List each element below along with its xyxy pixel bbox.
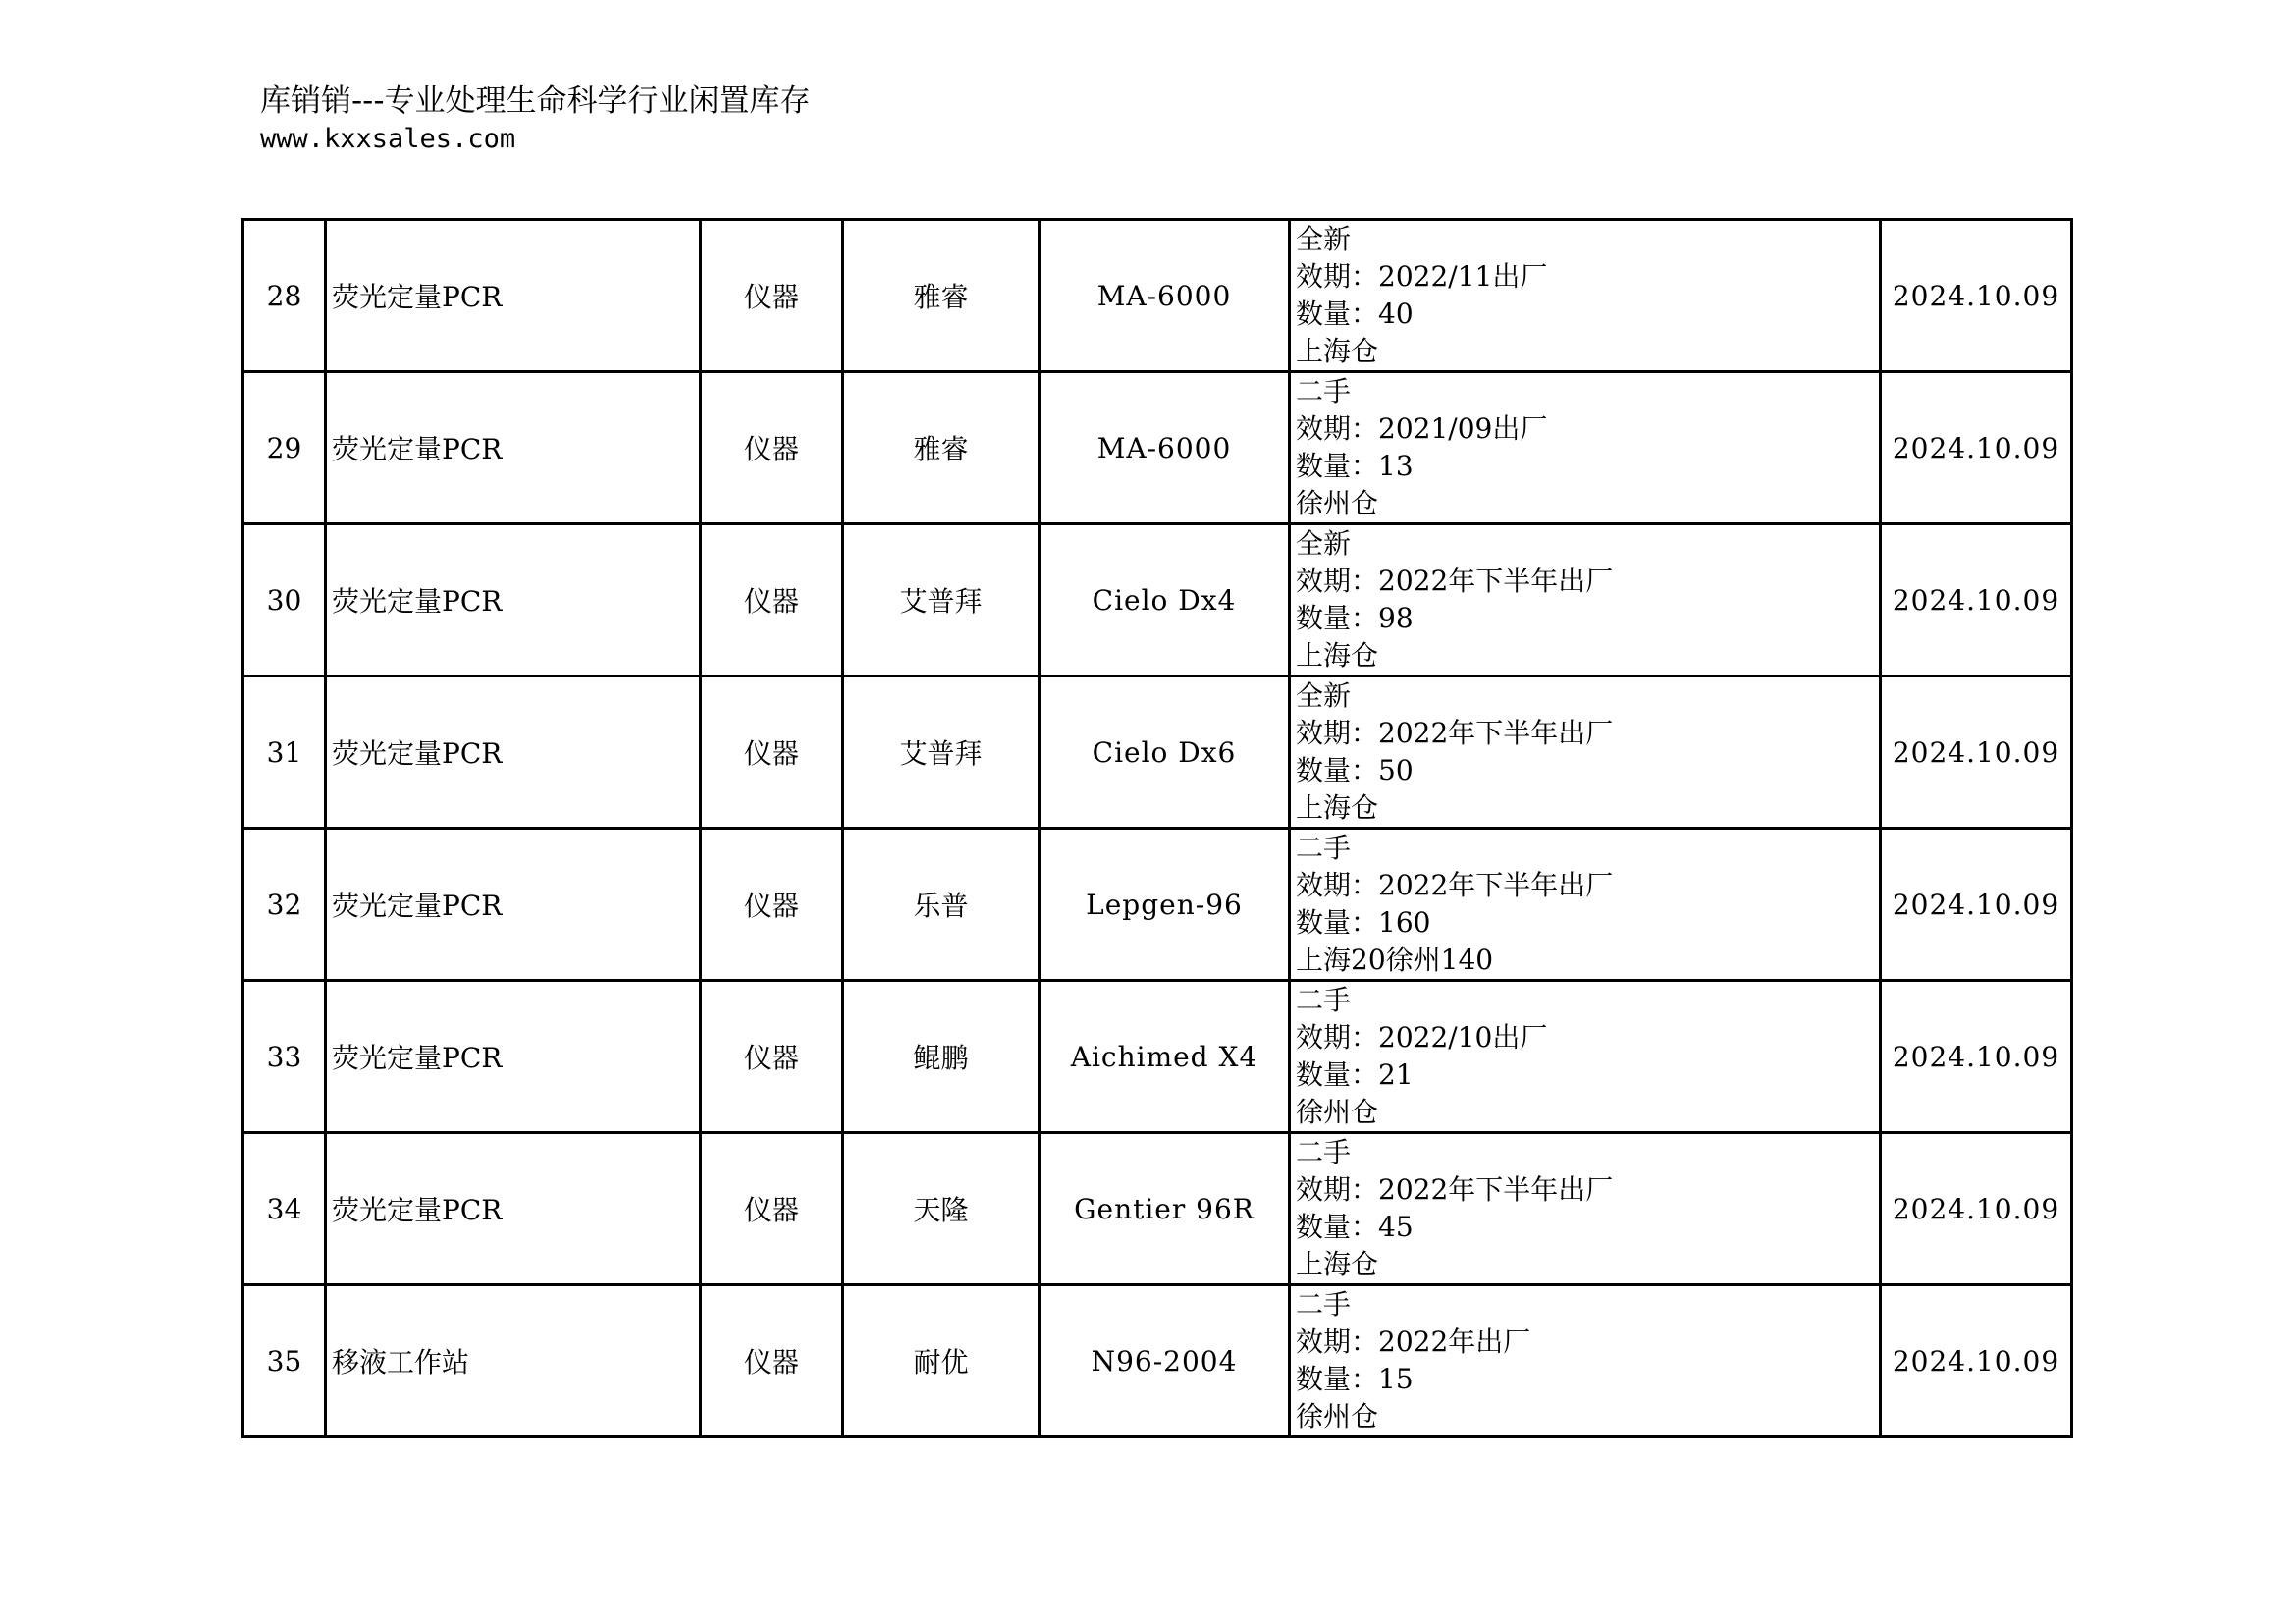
- detail-quantity: 数量：98: [1296, 602, 1414, 634]
- detail-condition: 二手: [1296, 375, 1352, 407]
- product-details: [1290, 1285, 1881, 1437]
- product-details: [1290, 829, 1881, 981]
- product-brand: 艾普拜: [843, 524, 1040, 677]
- table-row: [243, 1133, 2072, 1285]
- table-row: [243, 829, 2072, 981]
- table-row: [243, 1285, 2072, 1437]
- detail-quantity: 数量：21: [1296, 1058, 1414, 1091]
- product-model: Cielo Dx4: [1040, 524, 1290, 677]
- site-url: www.kxxsales.com: [260, 124, 516, 154]
- detail-condition: 全新: [1296, 679, 1352, 712]
- row-number: 32: [243, 829, 326, 981]
- inventory-table: [241, 218, 2073, 1438]
- product-name: 荧光定量PCR: [326, 1133, 701, 1285]
- product-name: 荧光定量PCR: [326, 677, 701, 829]
- product-details: [1290, 981, 1881, 1133]
- product-model: N96-2004: [1040, 1285, 1290, 1437]
- product-brand: 乐普: [843, 829, 1040, 981]
- product-category: 仪器: [701, 677, 843, 829]
- detail-warehouse: 徐州仓: [1296, 1096, 1379, 1128]
- listing-date: 2024.10.09: [1881, 1133, 2072, 1285]
- product-model: MA-6000: [1040, 372, 1290, 524]
- table-row: [243, 677, 2072, 829]
- product-details: [1290, 372, 1881, 524]
- product-name: 移液工作站: [326, 1285, 701, 1437]
- detail-expiry: 效期：2022年下半年出厂: [1296, 717, 1614, 749]
- product-model: Cielo Dx6: [1040, 677, 1290, 829]
- product-brand: 鲲鹏: [843, 981, 1040, 1133]
- product-category: 仪器: [701, 372, 843, 524]
- detail-warehouse: 上海20徐州140: [1296, 944, 1494, 976]
- detail-warehouse: 徐州仓: [1296, 1400, 1379, 1433]
- product-details: [1290, 677, 1881, 829]
- detail-warehouse: 上海仓: [1296, 791, 1379, 824]
- page-header: [260, 81, 811, 157]
- detail-quantity: 数量：45: [1296, 1211, 1414, 1243]
- table-row: [243, 220, 2072, 372]
- product-category: 仪器: [701, 524, 843, 677]
- detail-expiry: 效期：2022/10出厂: [1296, 1021, 1548, 1054]
- row-number: 28: [243, 220, 326, 372]
- detail-quantity: 数量：13: [1296, 450, 1414, 482]
- detail-condition: 二手: [1296, 984, 1352, 1016]
- product-details: [1290, 220, 1881, 372]
- product-name: 荧光定量PCR: [326, 372, 701, 524]
- detail-condition: 二手: [1296, 1136, 1352, 1168]
- product-brand: 雅睿: [843, 372, 1040, 524]
- detail-warehouse: 上海仓: [1296, 1248, 1379, 1280]
- product-model: Aichimed X4: [1040, 981, 1290, 1133]
- row-number: 35: [243, 1285, 326, 1437]
- listing-date: 2024.10.09: [1881, 524, 2072, 677]
- detail-quantity: 数量：160: [1296, 906, 1431, 939]
- listing-date: 2024.10.09: [1881, 220, 2072, 372]
- product-model: MA-6000: [1040, 220, 1290, 372]
- detail-expiry: 效期：2021/09出厂: [1296, 412, 1548, 445]
- detail-warehouse: 上海仓: [1296, 335, 1379, 367]
- product-name: 荧光定量PCR: [326, 981, 701, 1133]
- product-name: 荧光定量PCR: [326, 829, 701, 981]
- product-category: 仪器: [701, 220, 843, 372]
- product-category: 仪器: [701, 1285, 843, 1437]
- detail-expiry: 效期：2022/11出厂: [1296, 260, 1548, 293]
- detail-expiry: 效期：2022年下半年出厂: [1296, 869, 1614, 901]
- detail-expiry: 效期：2022年下半年出厂: [1296, 565, 1614, 597]
- product-category: 仪器: [701, 829, 843, 981]
- detail-condition: 全新: [1296, 223, 1352, 255]
- row-number: 31: [243, 677, 326, 829]
- product-brand: 艾普拜: [843, 677, 1040, 829]
- product-model: Lepgen-96: [1040, 829, 1290, 981]
- listing-date: 2024.10.09: [1881, 677, 2072, 829]
- row-number: 30: [243, 524, 326, 677]
- table-row: [243, 981, 2072, 1133]
- detail-quantity: 数量：40: [1296, 298, 1414, 330]
- table-row: [243, 524, 2072, 677]
- row-number: 34: [243, 1133, 326, 1285]
- listing-date: 2024.10.09: [1881, 1285, 2072, 1437]
- product-brand: 耐优: [843, 1285, 1040, 1437]
- detail-quantity: 数量：15: [1296, 1363, 1414, 1395]
- detail-warehouse: 上海仓: [1296, 639, 1379, 672]
- detail-condition: 全新: [1296, 527, 1352, 560]
- page-title: 库销销---专业处理生命科学行业闲置库存: [260, 83, 811, 119]
- product-brand: 雅睿: [843, 220, 1040, 372]
- detail-quantity: 数量：50: [1296, 754, 1414, 786]
- product-details: [1290, 1133, 1881, 1285]
- product-model: Gentier 96R: [1040, 1133, 1290, 1285]
- detail-condition: 二手: [1296, 1288, 1352, 1321]
- detail-expiry: 效期：2022年下半年出厂: [1296, 1173, 1614, 1206]
- detail-expiry: 效期：2022年出厂: [1296, 1326, 1531, 1358]
- detail-warehouse: 徐州仓: [1296, 487, 1379, 519]
- product-category: 仪器: [701, 1133, 843, 1285]
- row-number: 29: [243, 372, 326, 524]
- product-name: 荧光定量PCR: [326, 220, 701, 372]
- product-details: [1290, 524, 1881, 677]
- product-name: 荧光定量PCR: [326, 524, 701, 677]
- listing-date: 2024.10.09: [1881, 981, 2072, 1133]
- listing-date: 2024.10.09: [1881, 829, 2072, 981]
- detail-condition: 二手: [1296, 832, 1352, 864]
- row-number: 33: [243, 981, 326, 1133]
- product-brand: 天隆: [843, 1133, 1040, 1285]
- table-row: [243, 372, 2072, 524]
- product-category: 仪器: [701, 981, 843, 1133]
- listing-date: 2024.10.09: [1881, 372, 2072, 524]
